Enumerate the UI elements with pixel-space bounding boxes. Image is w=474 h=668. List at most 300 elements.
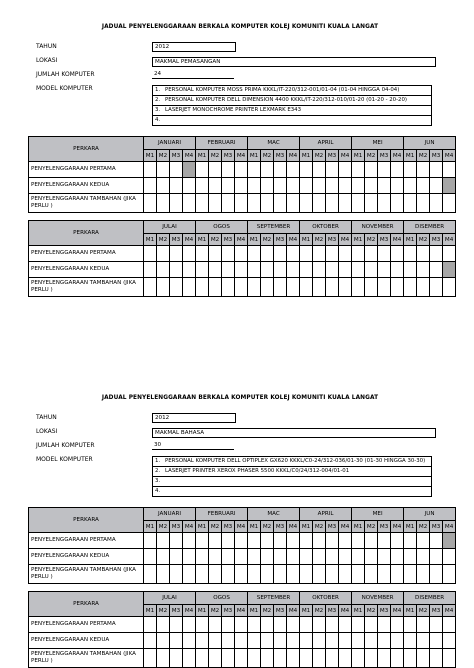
schedule-cell[interactable]	[391, 633, 404, 649]
schedule-cell[interactable]	[170, 633, 183, 649]
schedule-cell[interactable]	[144, 278, 157, 297]
schedule-cell[interactable]	[443, 565, 456, 584]
schedule-cell[interactable]	[391, 533, 404, 549]
schedule-cell[interactable]	[235, 162, 248, 178]
schedule-cell[interactable]	[352, 178, 365, 194]
schedule-cell[interactable]	[274, 262, 287, 278]
schedule-cell[interactable]	[157, 533, 170, 549]
schedule-cell[interactable]	[417, 565, 430, 584]
schedule-cell[interactable]	[235, 278, 248, 297]
model-row: 3.	[152, 477, 432, 487]
schedule-cell[interactable]	[352, 617, 365, 633]
schedule-cell[interactable]	[378, 194, 391, 213]
schedule-cell[interactable]	[170, 617, 183, 633]
schedule-cell[interactable]	[170, 278, 183, 297]
schedule-cell[interactable]	[339, 162, 352, 178]
schedule-cell[interactable]	[417, 194, 430, 213]
schedule-cell[interactable]	[248, 649, 261, 668]
schedule-cell[interactable]	[248, 194, 261, 213]
schedule-cell[interactable]	[222, 565, 235, 584]
schedule-cell[interactable]	[287, 194, 300, 213]
schedule-cell[interactable]	[300, 278, 313, 297]
schedule-cell[interactable]	[248, 617, 261, 633]
schedule-cell[interactable]	[443, 246, 456, 262]
schedule-cell[interactable]	[287, 246, 300, 262]
schedule-cell[interactable]	[222, 533, 235, 549]
schedule-cell[interactable]	[417, 649, 430, 668]
schedule-cell[interactable]	[339, 178, 352, 194]
schedule-cell[interactable]	[170, 533, 183, 549]
schedule-cell[interactable]	[404, 549, 417, 565]
schedule-cell[interactable]	[209, 617, 222, 633]
schedule-cell[interactable]	[287, 278, 300, 297]
schedule-cell[interactable]	[391, 278, 404, 297]
schedule-cell[interactable]	[417, 533, 430, 549]
schedule-cell[interactable]	[196, 533, 209, 549]
schedule-cell[interactable]	[391, 565, 404, 584]
schedule-cell[interactable]	[378, 565, 391, 584]
schedule-cell[interactable]	[430, 549, 443, 565]
schedule-cell[interactable]	[300, 633, 313, 649]
schedule-cell[interactable]	[287, 633, 300, 649]
schedule-cell[interactable]	[287, 617, 300, 633]
schedule-cell[interactable]	[352, 565, 365, 584]
schedule-cell[interactable]	[391, 549, 404, 565]
schedule-cell[interactable]	[144, 262, 157, 278]
schedule-table-jul-dec	[28, 220, 456, 297]
schedule-cell[interactable]	[313, 246, 326, 262]
schedule-cell[interactable]	[222, 262, 235, 278]
schedule-cell[interactable]	[222, 633, 235, 649]
schedule-cell[interactable]	[235, 178, 248, 194]
perkara-header: PERKARA	[29, 137, 144, 162]
schedule-cell[interactable]	[326, 633, 339, 649]
schedule-cell[interactable]	[417, 549, 430, 565]
schedule-cell[interactable]	[404, 565, 417, 584]
schedule-cell[interactable]	[235, 617, 248, 633]
schedule-cell[interactable]	[352, 549, 365, 565]
schedule-cell[interactable]	[391, 162, 404, 178]
schedule-cell[interactable]	[287, 649, 300, 668]
schedule-cell[interactable]	[235, 633, 248, 649]
schedule-cell[interactable]	[222, 617, 235, 633]
schedule-cell[interactable]	[430, 649, 443, 668]
schedule-cell[interactable]	[209, 565, 222, 584]
schedule-cell[interactable]	[326, 194, 339, 213]
schedule-cell[interactable]	[274, 633, 287, 649]
schedule-cell[interactable]	[248, 565, 261, 584]
schedule-cell[interactable]	[209, 178, 222, 194]
schedule-cell[interactable]	[365, 194, 378, 213]
schedule-cell[interactable]	[404, 162, 417, 178]
schedule-cell[interactable]	[261, 278, 274, 297]
schedule-cell[interactable]	[170, 162, 183, 178]
schedule-cell[interactable]	[365, 649, 378, 668]
schedule-cell[interactable]	[352, 262, 365, 278]
schedule-cell[interactable]	[300, 194, 313, 213]
schedule-cell[interactable]	[274, 178, 287, 194]
schedule-cell[interactable]	[339, 246, 352, 262]
schedule-cell[interactable]	[313, 162, 326, 178]
schedule-cell[interactable]	[300, 649, 313, 668]
schedule-cell[interactable]	[248, 533, 261, 549]
schedule-cell[interactable]	[339, 617, 352, 633]
schedule-cell[interactable]	[378, 162, 391, 178]
schedule-cell[interactable]	[352, 649, 365, 668]
schedule-cell[interactable]	[222, 162, 235, 178]
schedule-cell[interactable]	[326, 549, 339, 565]
schedule-cell[interactable]	[378, 617, 391, 633]
schedule-cell[interactable]	[261, 194, 274, 213]
schedule-cell[interactable]	[365, 633, 378, 649]
schedule-cell[interactable]	[157, 178, 170, 194]
schedule-cell[interactable]	[157, 649, 170, 668]
activity-label: PENYELENGGARAAN TAMBAHAN (JIKA PERLU )	[29, 565, 144, 584]
schedule-cell[interactable]	[287, 262, 300, 278]
schedule-cell[interactable]	[274, 162, 287, 178]
schedule-cell[interactable]	[391, 246, 404, 262]
schedule-cell[interactable]	[170, 262, 183, 278]
schedule-cell[interactable]	[157, 278, 170, 297]
schedule-cell[interactable]	[430, 278, 443, 297]
schedule-cell[interactable]	[339, 278, 352, 297]
schedule-cell[interactable]	[365, 549, 378, 565]
schedule-cell[interactable]	[300, 178, 313, 194]
schedule-cell[interactable]	[430, 617, 443, 633]
schedule-cell[interactable]	[313, 278, 326, 297]
schedule-cell[interactable]	[157, 617, 170, 633]
schedule-cell[interactable]	[339, 533, 352, 549]
schedule-cell[interactable]	[313, 549, 326, 565]
schedule-cell[interactable]	[443, 549, 456, 565]
schedule-cell[interactable]	[365, 533, 378, 549]
schedule-cell[interactable]	[404, 246, 417, 262]
schedule-cell[interactable]	[391, 262, 404, 278]
schedule-cell[interactable]	[209, 194, 222, 213]
schedule-cell[interactable]	[170, 565, 183, 584]
schedule-cell[interactable]	[183, 533, 196, 549]
schedule-cell[interactable]	[352, 633, 365, 649]
schedule-cell[interactable]	[326, 617, 339, 633]
schedule-cell[interactable]	[352, 246, 365, 262]
schedule-cell[interactable]	[248, 278, 261, 297]
schedule-cell[interactable]	[352, 278, 365, 297]
schedule-cell[interactable]	[391, 194, 404, 213]
schedule-cell[interactable]	[196, 246, 209, 262]
schedule-cell[interactable]	[157, 549, 170, 565]
schedule-cell[interactable]	[404, 649, 417, 668]
perkara-header: PERKARA	[29, 508, 144, 533]
schedule-cell[interactable]	[183, 278, 196, 297]
schedule-cell[interactable]	[365, 262, 378, 278]
schedule-cell[interactable]	[300, 565, 313, 584]
week-header: M4	[391, 521, 404, 533]
schedule-cell[interactable]	[157, 194, 170, 213]
week-header: M3	[378, 605, 391, 617]
schedule-cell[interactable]	[430, 178, 443, 194]
schedule-cell[interactable]	[222, 178, 235, 194]
schedule-cell[interactable]	[144, 565, 157, 584]
schedule-cell[interactable]	[417, 633, 430, 649]
schedule-cell[interactable]	[261, 162, 274, 178]
schedule-cell[interactable]	[196, 633, 209, 649]
schedule-cell[interactable]	[430, 262, 443, 278]
schedule-cell[interactable]	[404, 194, 417, 213]
schedule-cell[interactable]	[391, 617, 404, 633]
schedule-cell[interactable]	[326, 533, 339, 549]
schedule-cell[interactable]	[274, 565, 287, 584]
schedule-cell[interactable]	[300, 262, 313, 278]
schedule-cell[interactable]	[144, 194, 157, 213]
schedule-cell[interactable]	[196, 194, 209, 213]
schedule-cell[interactable]	[339, 262, 352, 278]
schedule-cell[interactable]	[326, 246, 339, 262]
schedule-cell[interactable]	[339, 194, 352, 213]
schedule-cell[interactable]	[378, 549, 391, 565]
month-header: MAC	[248, 137, 300, 150]
schedule-cell[interactable]	[417, 262, 430, 278]
schedule-cell[interactable]	[443, 617, 456, 633]
schedule-cell[interactable]	[170, 549, 183, 565]
schedule-cell[interactable]	[443, 178, 456, 194]
schedule-cell[interactable]	[365, 178, 378, 194]
schedule-cell[interactable]	[274, 246, 287, 262]
schedule-cell[interactable]	[209, 278, 222, 297]
schedule-cell[interactable]	[378, 533, 391, 549]
week-header: M2	[365, 234, 378, 246]
schedule-cell[interactable]	[248, 246, 261, 262]
schedule-cell[interactable]	[261, 533, 274, 549]
schedule-cell[interactable]	[365, 162, 378, 178]
schedule-cell[interactable]	[404, 617, 417, 633]
schedule-cell[interactable]	[378, 178, 391, 194]
schedule-cell[interactable]	[196, 565, 209, 584]
schedule-cell[interactable]	[378, 633, 391, 649]
schedule-cell[interactable]	[183, 162, 196, 178]
schedule-cell[interactable]	[300, 162, 313, 178]
schedule-cell[interactable]	[417, 617, 430, 633]
schedule-cell[interactable]	[183, 178, 196, 194]
schedule-cell[interactable]	[287, 178, 300, 194]
schedule-cell[interactable]	[287, 565, 300, 584]
schedule-cell[interactable]	[313, 533, 326, 549]
schedule-cell[interactable]	[196, 617, 209, 633]
schedule-cell[interactable]	[248, 162, 261, 178]
schedule-cell[interactable]	[404, 262, 417, 278]
schedule-cell[interactable]	[157, 246, 170, 262]
schedule-cell[interactable]	[417, 162, 430, 178]
schedule-cell[interactable]	[365, 278, 378, 297]
schedule-cell[interactable]	[183, 262, 196, 278]
schedule-cell[interactable]	[274, 649, 287, 668]
schedule-cell[interactable]	[274, 549, 287, 565]
schedule-cell[interactable]	[274, 617, 287, 633]
schedule-cell[interactable]	[378, 246, 391, 262]
schedule-cell[interactable]	[430, 162, 443, 178]
schedule-cell[interactable]	[183, 649, 196, 668]
schedule-cell[interactable]	[261, 633, 274, 649]
schedule-cell[interactable]	[183, 565, 196, 584]
schedule-cell[interactable]	[443, 533, 456, 549]
schedule-cell[interactable]	[443, 278, 456, 297]
schedule-cell[interactable]	[326, 262, 339, 278]
schedule-cell[interactable]	[313, 262, 326, 278]
schedule-cell[interactable]	[157, 262, 170, 278]
schedule-cell[interactable]	[196, 262, 209, 278]
schedule-cell[interactable]	[404, 633, 417, 649]
schedule-cell[interactable]	[274, 194, 287, 213]
schedule-cell[interactable]	[430, 533, 443, 549]
schedule-cell[interactable]	[378, 262, 391, 278]
schedule-cell[interactable]	[235, 565, 248, 584]
schedule-cell[interactable]	[209, 262, 222, 278]
schedule-cell[interactable]	[391, 649, 404, 668]
schedule-cell[interactable]	[365, 246, 378, 262]
schedule-cell[interactable]	[144, 617, 157, 633]
schedule-cell[interactable]	[261, 549, 274, 565]
schedule-cell[interactable]	[235, 246, 248, 262]
schedule-cell[interactable]	[144, 549, 157, 565]
schedule-cell[interactable]	[235, 262, 248, 278]
schedule-cell[interactable]	[209, 162, 222, 178]
schedule-cell[interactable]	[248, 178, 261, 194]
schedule-cell[interactable]	[404, 178, 417, 194]
schedule-cell[interactable]	[300, 617, 313, 633]
schedule-cell[interactable]	[196, 178, 209, 194]
schedule-cell[interactable]	[183, 246, 196, 262]
schedule-cell[interactable]	[209, 633, 222, 649]
schedule-cell[interactable]	[365, 565, 378, 584]
schedule-cell[interactable]	[144, 162, 157, 178]
week-header: M1	[352, 521, 365, 533]
schedule-cell[interactable]	[261, 262, 274, 278]
schedule-cell[interactable]	[157, 565, 170, 584]
schedule-cell[interactable]	[170, 178, 183, 194]
schedule-cell[interactable]	[235, 533, 248, 549]
schedule-cell[interactable]	[235, 649, 248, 668]
schedule-cell[interactable]	[144, 633, 157, 649]
schedule-cell[interactable]	[326, 162, 339, 178]
schedule-cell[interactable]	[183, 194, 196, 213]
schedule-cell[interactable]	[183, 633, 196, 649]
schedule-cell[interactable]	[170, 194, 183, 213]
schedule-cell[interactable]	[339, 649, 352, 668]
schedule-cell[interactable]	[417, 178, 430, 194]
schedule-cell[interactable]	[157, 633, 170, 649]
schedule-cell[interactable]	[261, 617, 274, 633]
week-header: M1	[196, 605, 209, 617]
schedule-cell[interactable]	[326, 649, 339, 668]
schedule-cell[interactable]	[209, 533, 222, 549]
schedule-cell[interactable]	[261, 649, 274, 668]
schedule-cell[interactable]	[391, 178, 404, 194]
schedule-cell[interactable]	[222, 549, 235, 565]
schedule-cell[interactable]	[222, 194, 235, 213]
schedule-cell[interactable]	[378, 649, 391, 668]
schedule-cell[interactable]	[339, 633, 352, 649]
schedule-cell[interactable]	[430, 565, 443, 584]
schedule-cell[interactable]	[144, 649, 157, 668]
schedule-cell[interactable]	[209, 649, 222, 668]
schedule-cell[interactable]	[443, 649, 456, 668]
schedule-cell[interactable]	[443, 194, 456, 213]
schedule-cell[interactable]	[313, 194, 326, 213]
schedule-cell[interactable]	[261, 178, 274, 194]
schedule-cell[interactable]	[222, 278, 235, 297]
schedule-cell[interactable]	[352, 194, 365, 213]
schedule-cell[interactable]	[261, 246, 274, 262]
schedule-cell[interactable]	[235, 549, 248, 565]
schedule-cell[interactable]	[352, 162, 365, 178]
schedule-cell[interactable]	[157, 162, 170, 178]
schedule-cell[interactable]	[209, 246, 222, 262]
schedule-cell[interactable]	[183, 617, 196, 633]
schedule-cell[interactable]	[144, 246, 157, 262]
schedule-cell[interactable]	[365, 617, 378, 633]
schedule-cell[interactable]	[326, 565, 339, 584]
schedule-cell[interactable]	[144, 178, 157, 194]
schedule-cell[interactable]	[274, 278, 287, 297]
schedule-cell[interactable]	[222, 246, 235, 262]
schedule-cell[interactable]	[300, 549, 313, 565]
schedule-cell[interactable]	[300, 246, 313, 262]
week-header: M4	[183, 234, 196, 246]
schedule-cell[interactable]	[326, 178, 339, 194]
schedule-cell[interactable]	[443, 262, 456, 278]
schedule-cell[interactable]	[443, 162, 456, 178]
schedule-cell[interactable]	[300, 533, 313, 549]
schedule-cell[interactable]	[144, 533, 157, 549]
schedule-cell[interactable]	[378, 278, 391, 297]
schedule-cell[interactable]	[274, 533, 287, 549]
schedule-cell[interactable]	[261, 565, 274, 584]
schedule-cell[interactable]	[222, 649, 235, 668]
schedule-cell[interactable]	[313, 617, 326, 633]
schedule-cell[interactable]	[352, 533, 365, 549]
schedule-cell[interactable]	[326, 278, 339, 297]
schedule-cell[interactable]	[170, 246, 183, 262]
schedule-cell[interactable]	[209, 549, 222, 565]
schedule-cell[interactable]	[248, 549, 261, 565]
schedule-cell[interactable]	[313, 565, 326, 584]
schedule-cell[interactable]	[443, 633, 456, 649]
schedule-cell[interactable]	[404, 533, 417, 549]
schedule-cell[interactable]	[313, 633, 326, 649]
schedule-cell[interactable]	[430, 194, 443, 213]
schedule-cell[interactable]	[313, 178, 326, 194]
schedule-cell[interactable]	[183, 549, 196, 565]
schedule-cell[interactable]	[287, 549, 300, 565]
schedule-cell[interactable]	[248, 633, 261, 649]
schedule-cell[interactable]	[196, 278, 209, 297]
schedule-cell[interactable]	[287, 162, 300, 178]
schedule-cell[interactable]	[430, 246, 443, 262]
schedule-cell[interactable]	[417, 278, 430, 297]
schedule-cell[interactable]	[313, 649, 326, 668]
schedule-cell[interactable]	[248, 262, 261, 278]
schedule-cell[interactable]	[339, 565, 352, 584]
schedule-cell[interactable]	[196, 162, 209, 178]
schedule-cell[interactable]	[417, 246, 430, 262]
schedule-cell[interactable]	[287, 533, 300, 549]
schedule-cell[interactable]	[404, 278, 417, 297]
schedule-cell[interactable]	[430, 633, 443, 649]
schedule-cell[interactable]	[235, 194, 248, 213]
schedule-cell[interactable]	[196, 649, 209, 668]
schedule-cell[interactable]	[170, 649, 183, 668]
schedule-cell[interactable]	[339, 549, 352, 565]
schedule-cell[interactable]	[196, 549, 209, 565]
